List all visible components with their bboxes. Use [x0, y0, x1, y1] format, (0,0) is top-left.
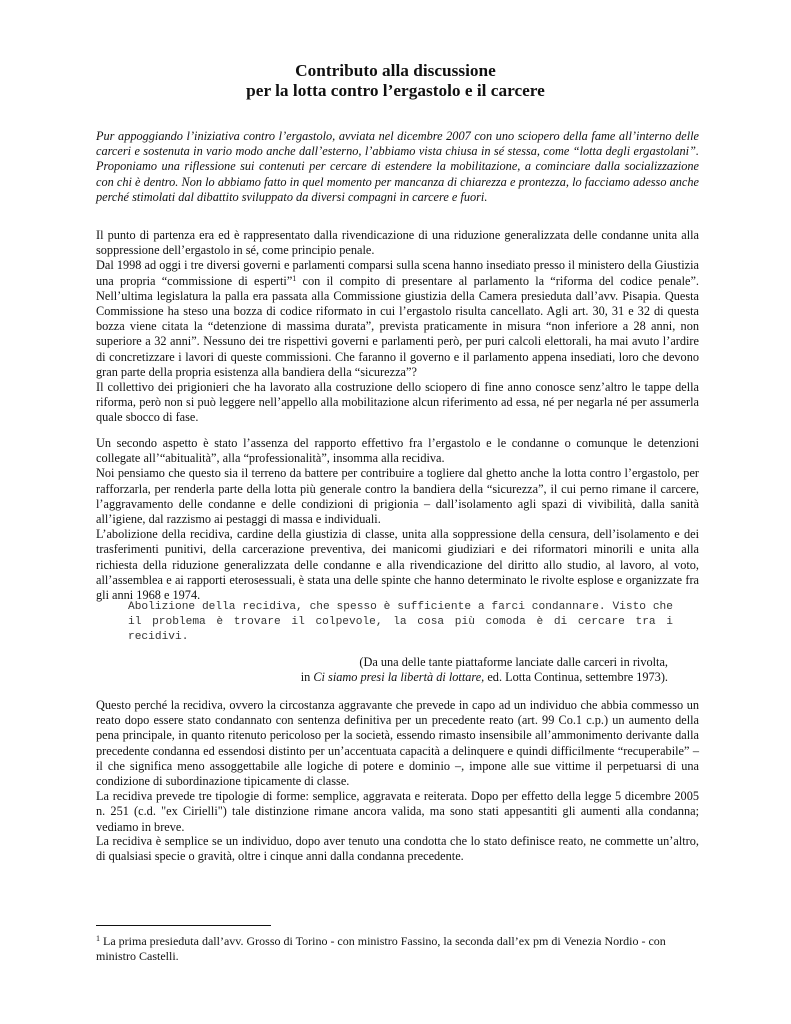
block-quote [128, 600, 673, 646]
paragraph: L’abolizione della recidiva, cardine della giustizia di classe, unita alla soppressione della censura, dell’isolamento e dei trasferimenti punitivi, della carcerazione preventiva, dei manicomi giudiziari e dei riformatori minorili e unita alla richiesta della riduzione generalizzata delle condanne e alla rivendicazione del diritto allo studio, al lavoro, al voto, all’assemblea e ai rapporti eterosessuali, è stata una delle spinte che hanno determinato le rivolte esplose e organizzate fra gli anni 1968 e 1974. [96, 527, 699, 603]
paragraph: Un secondo aspetto è stato l’assenza del rapporto effettivo fra l’ergastolo e le condanne o comunque le detenzioni collegate all’“abitualità”, alla “professionalità”, insomma alla recidiva. [96, 436, 699, 466]
paragraph: Questo perché la recidiva, ovvero la circostanza aggravante che prevede in capo ad un individuo che abbia commesso un reato dopo essere stato condannato con sentenza definitiva per un precedente reato (art. 99 Co.1 c.p.) un aumento della pena principale, in quanto ritenuto pericoloso per la società, essendo rimasto insensibile all’ammonimento derivante dalla precedente condanna ed essendosi distinto per un’accentuata capacità a delinquere e quindi difficilmente “recuperabile” – il che significa meno assoggettabile alle logiche di potere e dominio –, impone alle sue vittime il perpetuarsi di una condizione di subordinazione tipicamente di classe. [96, 698, 699, 789]
footnote-reference[interactable]: 1 [292, 273, 297, 283]
paragraph-text: Dal 1998 ad oggi i tre diversi governi e parlamenti comparsi sulla scena hanno insediato presso il ministero della Giustizia una propria “commissione di esperti” [96, 258, 699, 288]
footnote [96, 934, 699, 964]
intro-paragraph [96, 129, 699, 205]
quote-source-title: Ci siamo presi la libertà di lottare, [313, 670, 485, 685]
paragraph: La recidiva prevede tre tipologie di forme: semplice, aggravata e reiterata. Dopo per effetto della legge 5 dicembre 2005 n. 251 (c.d. "ex Cirielli") tale distinzione rimane ancora valida, ma sono stati appesantiti gli aumenti alla condanna; vediamo in breve. [96, 789, 699, 834]
paragraph: Il punto di partenza era ed è rappresentato dalla rivendicazione di una riduzione generalizzata delle condanne unita alla soppressione dell’ergastolo in sé, come principio penale. [96, 228, 699, 258]
quote-text: Abolizione della recidiva, che spesso è sufficiente a farci condannare. Visto che il problema è trovare il colpevole, la cosa più comoda è di cercare tra i recidivi. [128, 601, 673, 644]
section-simple-recidivism [96, 834, 699, 864]
paragraph-text: con il compito di presentare al parlamento la “riforma del codice penale”. Nell’ultima legislatura la palla era passata alla Commissione giustizia della Camera presieduta dall’avv. Pisapia. Questa Commissione ha steso una bozza di codice riformato in cui l’ergastolo risulta cancellato. Agli art. 30, 31 e 32 di questa bozza viene citata la “detenzione di massima durata”, prevista praticamente in misura “non inferiore a 28 anni, non superiore a 32 anni”. Nessuno dei tre rispettivi governi e parlamenti però, per puri calcoli elettorali, ha mai avuto l’ardire di concretizzare i lavori di queste commissioni. Che faranno il governo e il parlamento appena insediati, loro che devono gran parte della propria esistenza alla bandiera della “sicurezza”? [96, 273, 699, 379]
paragraph: Noi pensiamo che questo sia il terreno da battere per contribuire a togliere dal ghetto anche la lotta contro l’ergastolo, per rafforzarla, per renderla parte della lotta più generale contro la bandiera della “sicurezza”, il cui perno rimane il carcere, l’aggravamento delle condanne e delle condizioni di prigionia – dall’isolamento agli spazi di vivibilità, dalla sanità all’igiene, dal razzismo ai pestaggi di massa e individuali. [96, 466, 699, 527]
section-second-aspect [96, 436, 699, 603]
quote-source-prefix: in [300, 670, 314, 685]
paragraph: Il collettivo dei prigionieri che ha lavorato alla costruzione dello sciopero di fine anno conosce senz’altro le tappe della riforma, però non si può leggere nell’appello alla mobilitazione alcun riferimento ad essa, né per negarla né per assumerla quale sbocco di fase. [96, 380, 699, 425]
intro-text: Pur appoggiando l’iniziativa contro l’ergastolo, avviata nel dicembre 2007 con uno sciopero della fame all’interno delle carceri e sostenuta in vario modo anche dall’esterno, l’abbiamo vista chiusa in sé stessa, come “lotta degli ergastolani”. Proponiamo una riflessione sui contenuti per cercare di estendere la mobilitazione, a cominciare dalla socializzazione con chi è dentro. Non lo abbiamo fatto in quel momento per mancanza di chiarezza e prontezza, lo facciamo adesso anche perché stimolati dal dibattito sviluppato da diversi compagni in carcere e fuori. [96, 129, 699, 204]
quote-source-line-1: (Da una delle tante piattaforme lanciate dalle carceri in rivolta, [359, 655, 668, 669]
title-line-2: per la lotta contro l’ergastolo e il carcere [246, 81, 545, 100]
quote-source [96, 655, 668, 685]
footnote-text: La prima presieduta dall’avv. Grosso di Torino - con ministro Fassino, la seconda dall’ex pm di Venezia Nordio - con ministro Castelli. [96, 934, 666, 963]
paragraph-with-footnote [96, 258, 699, 380]
quote-source-line-2 [96, 670, 668, 685]
paragraph: La recidiva è semplice se un individuo, dopo aver tenuto una condotta che lo stato definisce reato, ne commette un’altro, di qualsiasi specie o gravità, oltre i cinque anni dalla condanna precedente. [96, 834, 699, 864]
title-line-1: Contributo alla discussione [295, 61, 496, 80]
quote-source-publisher: ed. Lotta Continua, settembre 1973). [484, 670, 668, 685]
footnote-divider [96, 925, 271, 926]
footnote-number: 1 [96, 934, 100, 943]
document-title [0, 61, 791, 101]
section-recidivism [96, 698, 699, 835]
section-starting-point [96, 228, 699, 426]
